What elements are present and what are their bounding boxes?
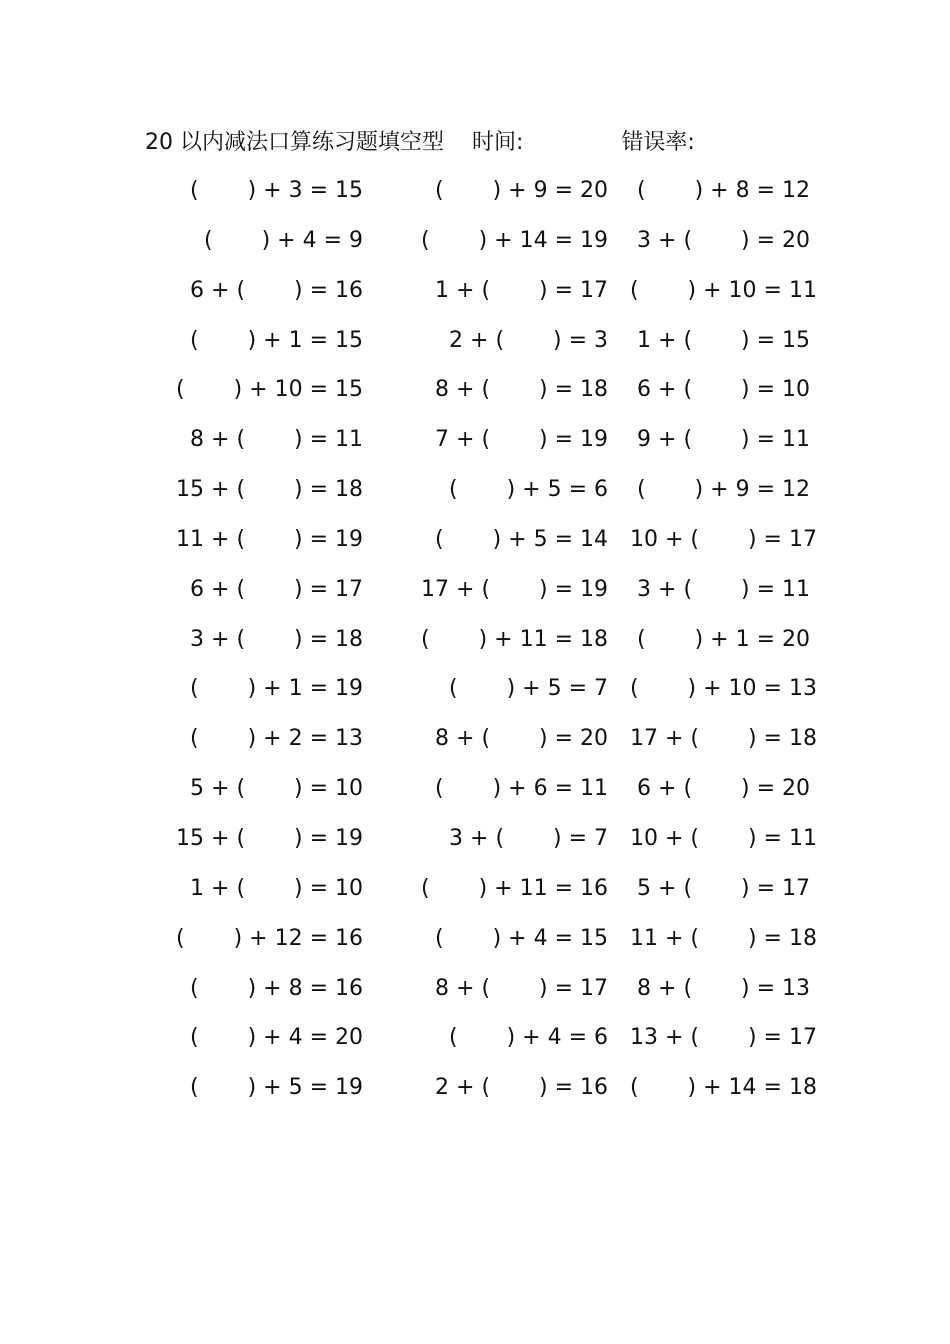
- problem-cell: ( ) + 4 = 15: [435, 925, 608, 951]
- problem-cell: 3 + ( ) = 20: [637, 227, 810, 253]
- problem-cell: 3 + ( ) = 7: [449, 825, 608, 851]
- problem-cell: 3 + ( ) = 18: [190, 626, 363, 652]
- problem-cell: 6 + ( ) = 17: [190, 576, 363, 602]
- problem-cell: 8 + ( ) = 11: [190, 427, 363, 453]
- problem-cell: 9 + ( ) = 11: [637, 427, 810, 453]
- problem-cell: 8 + ( ) = 20: [435, 726, 608, 752]
- problem-cell: 11 + ( ) = 19: [176, 526, 363, 552]
- problem-cell: ( ) + 6 = 11: [435, 776, 608, 802]
- problem-cell: 2 + ( ) = 3: [449, 327, 608, 353]
- problem-cell: 6 + ( ) = 20: [637, 776, 810, 802]
- problem-cell: 6 + ( ) = 16: [190, 277, 363, 303]
- problem-cell: ( ) + 3 = 15: [190, 178, 363, 203]
- problem-cell: ( ) + 4 = 9: [204, 227, 363, 253]
- problem-cell: ( ) + 5 = 7: [449, 676, 608, 702]
- problem-cell: ( ) + 4 = 20: [190, 1025, 363, 1051]
- problem-cell: ( ) + 5 = 14: [435, 526, 608, 552]
- worksheet-title: 20 以内减法口算练习题填空型: [145, 130, 444, 155]
- problem-cell: 5 + ( ) = 10: [190, 776, 363, 802]
- problem-cell: 8 + ( ) = 18: [435, 377, 608, 403]
- problem-cell: ( ) + 8 = 12: [637, 178, 810, 203]
- problem-cell: 10 + ( ) = 17: [630, 526, 817, 552]
- problem-cell: ( ) + 9 = 20: [435, 178, 608, 203]
- problem-cell: 15 + ( ) = 19: [176, 825, 363, 851]
- problem-cell: 7 + ( ) = 19: [435, 427, 608, 453]
- problem-cell: ( ) + 1 = 20: [637, 626, 810, 652]
- problem-cell: ( ) + 5 = 6: [449, 477, 608, 503]
- problem-cell: ( ) + 12 = 16: [176, 925, 363, 951]
- problem-cell: ( ) + 2 = 13: [190, 726, 363, 752]
- problem-cell: ( ) + 4 = 6: [449, 1025, 608, 1051]
- error-rate-label: 错误率:: [621, 130, 695, 155]
- problem-cell: 17 + ( ) = 19: [421, 576, 608, 602]
- problem-cell: ( ) + 5 = 19: [190, 1075, 363, 1101]
- problem-cell: ( ) + 14 = 19: [421, 227, 608, 253]
- time-label: 时间:: [471, 130, 524, 155]
- problem-cell: 1 + ( ) = 15: [637, 327, 810, 353]
- problem-cell: ( ) + 8 = 16: [190, 975, 363, 1001]
- problem-cell: 11 + ( ) = 18: [630, 925, 817, 951]
- problem-cell: ( ) + 10 = 13: [630, 676, 817, 702]
- problem-cell: 2 + ( ) = 16: [435, 1075, 608, 1101]
- problem-cell: 8 + ( ) = 17: [435, 975, 608, 1001]
- problem-cell: ( ) + 11 = 18: [421, 626, 608, 652]
- problem-cell: ( ) + 10 = 11: [630, 277, 817, 303]
- problem-cell: ( ) + 1 = 15: [190, 327, 363, 353]
- problem-cell: 1 + ( ) = 17: [435, 277, 608, 303]
- problem-cell: ( ) + 10 = 15: [176, 377, 363, 403]
- problem-cell: 10 + ( ) = 11: [630, 825, 817, 851]
- problem-cell: 17 + ( ) = 18: [630, 726, 817, 752]
- problem-cell: ( ) + 1 = 19: [190, 676, 363, 702]
- problem-cell: ( ) + 14 = 18: [630, 1075, 817, 1101]
- problem-cell: ( ) + 11 = 16: [421, 875, 608, 901]
- problem-cell: 13 + ( ) = 17: [630, 1025, 817, 1051]
- worksheet-header: [145, 126, 695, 160]
- problem-cell: 1 + ( ) = 10: [190, 875, 363, 901]
- problem-cell: 3 + ( ) = 11: [637, 576, 810, 602]
- problem-cell: ( ) + 9 = 12: [637, 477, 810, 503]
- problem-cell: 5 + ( ) = 17: [637, 875, 810, 901]
- problem-grid: [140, 172, 817, 1119]
- problem-cell: 8 + ( ) = 13: [637, 975, 810, 1001]
- problem-cell: 6 + ( ) = 10: [637, 377, 810, 403]
- problem-cell: 15 + ( ) = 18: [176, 477, 363, 503]
